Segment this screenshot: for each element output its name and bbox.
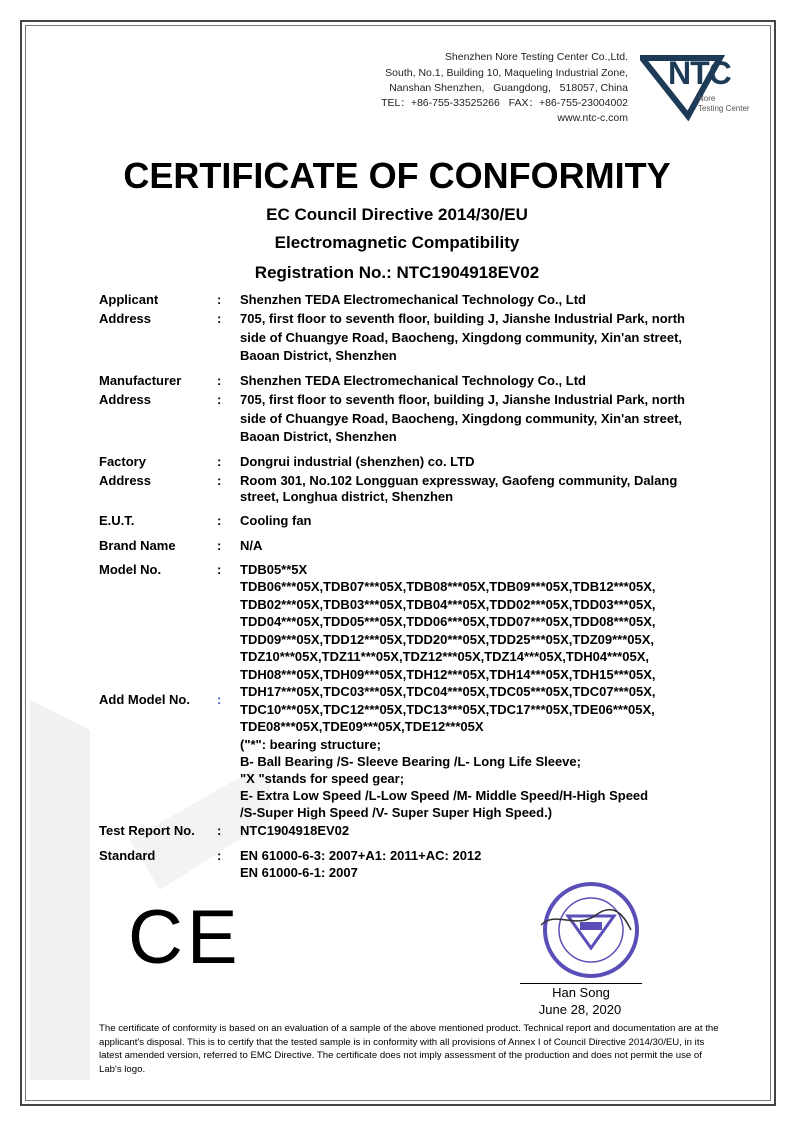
ce-mark: CE (128, 895, 242, 980)
colon: : (217, 311, 222, 326)
colon: : (217, 373, 222, 388)
model-number-value: TDB05**5X (240, 562, 308, 577)
add-model-line: TDH17***05X,TDC03***05X,TDC04***05X,TDC05***05X,TDC07***05X, (240, 684, 656, 699)
manufacturer-address-line: side of Chuangye Road, Baocheng, Xingdong community, Xin'an street, (240, 411, 683, 426)
eut-label: E.U.T. (99, 513, 135, 528)
add-model-line: TDE08***05X,TDE09***05X,TDE12***05X (240, 719, 484, 734)
factory-label: Factory (99, 454, 146, 469)
lab-address-2: Nanshan Shenzhen, Guangdong, 518057, China (389, 82, 628, 94)
add-model-label: Add Model No. (99, 692, 190, 707)
colon: : (217, 562, 222, 577)
model-note-line: ("*": bearing structure; (240, 737, 381, 752)
issue-date: June 28, 2020 (538, 1002, 622, 1017)
factory-address-line: street, Longhua district, Shenzhen (240, 489, 454, 504)
directive: EC Council Directive 2014/30/EU (266, 205, 528, 224)
standard-line: EN 61000-6-1: 2007 (240, 865, 358, 880)
manufacturer-value: Shenzhen TEDA Electromechanical Technology Co., Ltd (240, 373, 586, 388)
colon: : (217, 292, 222, 307)
manufacturer-address-label: Address (99, 392, 152, 407)
colon: : (217, 692, 222, 707)
model-note-line: /S-Super High Speed /V- Super Super High Speed.) (240, 805, 553, 820)
lab-name: Shenzhen Nore Testing Center Co.,Ltd. (444, 51, 628, 63)
scope: Electromagnetic Compatibility (274, 233, 520, 252)
manufacturer-address-line: Baoan District, Shenzhen (240, 429, 397, 444)
eut-value: Cooling fan (240, 513, 312, 528)
brand-name-value: N/A (240, 538, 263, 553)
standard-value: EN 61000-6-3: 2007+A1: 2011+AC: 2012 (240, 848, 482, 863)
colon: : (217, 848, 222, 863)
factory-address-value: Room 301, No.102 Longguan expressway, Gaofeng community, Dalang (240, 473, 678, 488)
add-model-line: TDZ10***05X,TDZ11***05X,TDZ12***05X,TDZ14***05X,TDH04***05X, (240, 649, 649, 664)
colon: : (217, 454, 222, 469)
model-note-line: E- Extra Low Speed /L-Low Speed /M- Middle Speed/H-High Speed (240, 788, 649, 803)
colon: : (217, 538, 222, 553)
company-stamp (536, 880, 646, 980)
ntc-logo (640, 52, 760, 122)
add-model-line: TDB02***05X,TDB03***05X,TDB04***05X,TDD02***05X,TDD03***05X, (240, 596, 656, 612)
logo-sub: Testing Center (698, 104, 750, 113)
test-report-number-label: Test Report No. (99, 823, 195, 838)
applicant-address-line: Baoan District, Shenzhen (240, 348, 397, 363)
logo-text: NTC (668, 55, 731, 91)
applicant-address-label: Address (99, 311, 152, 326)
certificate-title: CERTIFICATE OF CONFORMITY (123, 155, 671, 196)
colon: : (217, 473, 222, 488)
colon: : (217, 513, 222, 528)
model-number-label: Model No. (99, 562, 162, 577)
lab-contact: TEL：+86-755-33525266 FAX：+86-755-23004002 (381, 97, 628, 109)
colon: : (217, 392, 222, 407)
lab-website: www.ntc-c.com (557, 112, 628, 124)
factory-value: Dongrui industrial (shenzhen) co. LTD (240, 454, 475, 469)
add-model-line: TDH08***05X,TDH09***05X,TDH12***05X,TDH14***05X,TDH15***05X, (240, 666, 656, 682)
footer-disclaimer: The certificate of conformity is based on an evaluation of a sample of the above mentioned product. Technical report and documentation are at the applicant's disposal. This is to certify that the tested sample is in conformity with all provisions of Annex I of Council Directive 2014/30/EU, in its latest amended version, referred to EMC Directive. The certificate does not imply assessment of the production and does not permit the use of Lab's logo. (99, 1023, 719, 1075)
add-model-line: TDD04***05X,TDD05***05X,TDD06***05X,TDD07***05X,TDD08***05X, (240, 614, 656, 629)
applicant-label: Applicant (99, 292, 159, 307)
signature-line (520, 983, 642, 984)
logo-sub: Nore (698, 94, 716, 103)
applicant-address-line: side of Chuangye Road, Baocheng, Xingdong community, Xin'an street, (240, 330, 683, 345)
manufacturer-label: Manufacturer (99, 373, 182, 388)
signatory-name: Han Song (552, 985, 610, 1000)
add-model-line: TDC10***05X,TDC12***05X,TDC13***05X,TDC17***05X,TDE06***05X, (240, 701, 655, 717)
model-note-line: B- Ball Bearing /S- Sleeve Bearing /L- Long Life Sleeve; (240, 754, 581, 769)
test-report-number-value: NTC1904918EV02 (240, 823, 350, 838)
brand-name-label: Brand Name (99, 538, 176, 553)
applicant-address-value: 705, first floor to seventh floor, building J, Jianshe Industrial Park, north (240, 311, 685, 326)
add-model-line: TDB06***05X,TDB07***05X,TDB08***05X,TDB09***05X,TDB12***05X, (240, 579, 656, 594)
lab-address-1: South, No.1, Building 10, Maqueling Industrial Zone, (385, 67, 628, 79)
manufacturer-address-value: 705, first floor to seventh floor, building J, Jianshe Industrial Park, north (240, 392, 685, 407)
standard-label: Standard (99, 848, 156, 863)
add-model-line: TDD09***05X,TDD12***05X,TDD20***05X,TDD25***05X,TDZ09***05X, (240, 631, 655, 647)
model-note-line: "X "stands for speed gear; (240, 771, 405, 786)
factory-address-label: Address (99, 473, 152, 488)
colon: : (217, 823, 222, 838)
registration-number: Registration No.: NTC1904918EV02 (254, 263, 540, 282)
applicant-value: Shenzhen TEDA Electromechanical Technology Co., Ltd (240, 292, 586, 307)
